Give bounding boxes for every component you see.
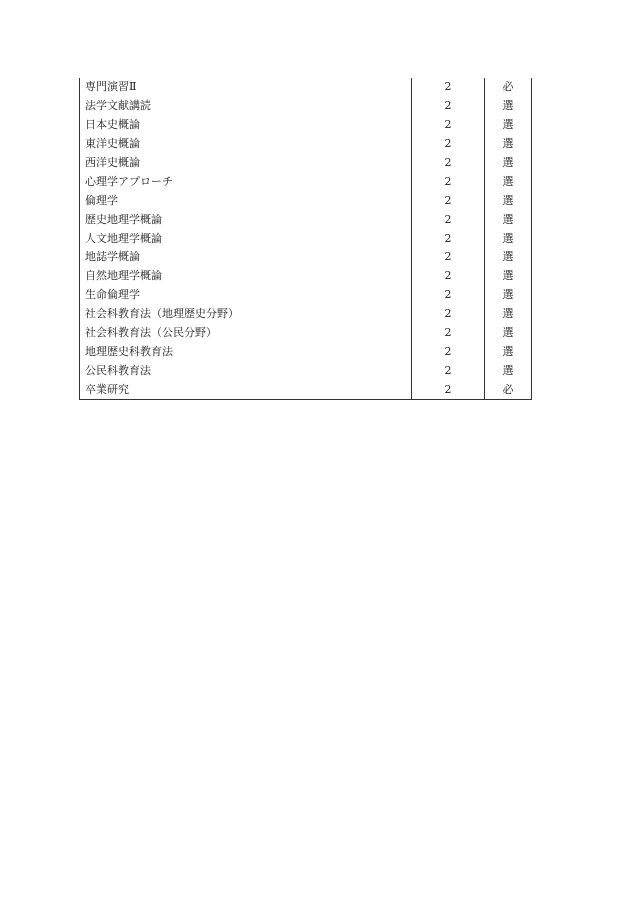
course-type: 選 bbox=[485, 361, 532, 380]
course-credits: 2 bbox=[412, 116, 485, 135]
course-credits: 2 bbox=[412, 97, 485, 116]
table-row bbox=[80, 172, 532, 191]
course-type: 選 bbox=[485, 97, 532, 116]
table-row bbox=[80, 116, 532, 135]
course-name: 歴史地理学概論 bbox=[80, 210, 412, 229]
course-type: 選 bbox=[485, 172, 532, 191]
course-credits: 2 bbox=[412, 78, 485, 97]
course-credits: 2 bbox=[412, 361, 485, 380]
course-credits: 2 bbox=[412, 210, 485, 229]
table-row bbox=[80, 324, 532, 343]
course-table bbox=[79, 78, 532, 400]
table-row bbox=[80, 191, 532, 210]
course-type: 選 bbox=[485, 324, 532, 343]
course-name: 社会科教育法（地理歴史分野） bbox=[80, 305, 412, 324]
course-name: 生命倫理学 bbox=[80, 286, 412, 305]
course-type: 必 bbox=[485, 78, 532, 97]
course-name: 地誌学概論 bbox=[80, 248, 412, 267]
table-row bbox=[80, 248, 532, 267]
course-table-body bbox=[80, 78, 532, 400]
course-name: 公民科教育法 bbox=[80, 361, 412, 380]
course-credits: 2 bbox=[412, 342, 485, 361]
table-row bbox=[80, 361, 532, 380]
course-type: 選 bbox=[485, 210, 532, 229]
table-row bbox=[80, 305, 532, 324]
course-name: 地理歴史科教育法 bbox=[80, 342, 412, 361]
table-row bbox=[80, 154, 532, 173]
course-credits: 2 bbox=[412, 229, 485, 248]
course-credits: 2 bbox=[412, 305, 485, 324]
course-type: 選 bbox=[485, 248, 532, 267]
course-type: 選 bbox=[485, 305, 532, 324]
course-name: 自然地理学概論 bbox=[80, 267, 412, 286]
course-type: 選 bbox=[485, 267, 532, 286]
table-row bbox=[80, 380, 532, 399]
course-type: 選 bbox=[485, 135, 532, 154]
table-row bbox=[80, 210, 532, 229]
course-name: 卒業研究 bbox=[80, 380, 412, 399]
course-credits: 2 bbox=[412, 286, 485, 305]
course-type: 選 bbox=[485, 229, 532, 248]
course-name: 倫理学 bbox=[80, 191, 412, 210]
course-name: 西洋史概論 bbox=[80, 154, 412, 173]
course-type: 選 bbox=[485, 154, 532, 173]
table-row bbox=[80, 267, 532, 286]
course-credits: 2 bbox=[412, 135, 485, 154]
course-credits: 2 bbox=[412, 154, 485, 173]
course-credits: 2 bbox=[412, 267, 485, 286]
course-type: 選 bbox=[485, 191, 532, 210]
course-name: 東洋史概論 bbox=[80, 135, 412, 154]
course-name: 法学文献講読 bbox=[80, 97, 412, 116]
course-name: 社会科教育法（公民分野） bbox=[80, 324, 412, 343]
course-type: 選 bbox=[485, 342, 532, 361]
table-row bbox=[80, 342, 532, 361]
course-name: 心理学アプローチ bbox=[80, 172, 412, 191]
course-name: 人文地理学概論 bbox=[80, 229, 412, 248]
course-type: 必 bbox=[485, 380, 532, 399]
course-name: 日本史概論 bbox=[80, 116, 412, 135]
table-row bbox=[80, 97, 532, 116]
table-row bbox=[80, 229, 532, 248]
table-row bbox=[80, 286, 532, 305]
table-row bbox=[80, 135, 532, 154]
course-type: 選 bbox=[485, 286, 532, 305]
course-credits: 2 bbox=[412, 324, 485, 343]
course-credits: 2 bbox=[412, 380, 485, 399]
course-name: 専門演習Ⅱ bbox=[80, 78, 412, 97]
course-credits: 2 bbox=[412, 172, 485, 191]
course-credits: 2 bbox=[412, 191, 485, 210]
course-type: 選 bbox=[485, 116, 532, 135]
course-credits: 2 bbox=[412, 248, 485, 267]
table-row bbox=[80, 78, 532, 97]
